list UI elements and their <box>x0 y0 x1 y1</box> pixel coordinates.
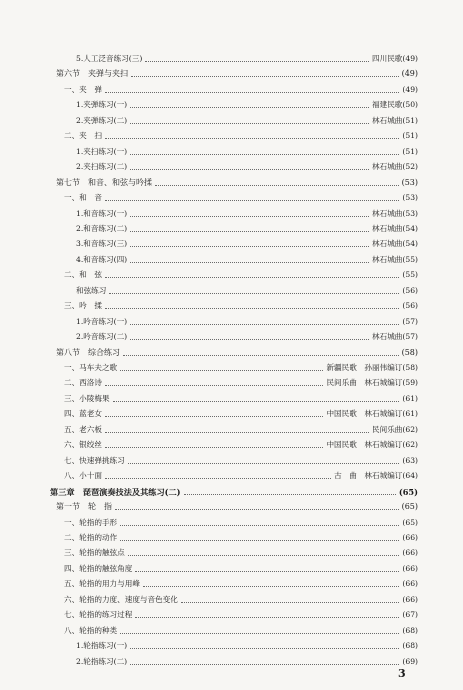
dot-leader <box>105 477 331 479</box>
dot-leader <box>120 632 399 634</box>
toc-entry-title: 2.轮指练习(二) <box>76 657 128 666</box>
toc-entry-note: 林石城曲 <box>372 332 403 341</box>
toc-entry-title: 七、轮指的练习过程 <box>64 610 133 619</box>
toc-entry[interactable] <box>64 577 418 591</box>
toc-entry-page: (65) <box>398 487 418 497</box>
toc-entry[interactable] <box>76 315 418 329</box>
toc-entry[interactable] <box>76 655 418 669</box>
toc-entry-title: 七、快速弹挑练习 <box>64 456 125 465</box>
toc-entry[interactable] <box>76 330 418 344</box>
toc-entry-title: 四、轮指的触弦角度 <box>64 564 133 573</box>
toc-entry[interactable] <box>76 207 418 221</box>
dot-leader <box>105 199 399 201</box>
toc-entry[interactable] <box>76 284 418 298</box>
toc-entry-page: (54) <box>402 239 418 248</box>
dot-leader <box>105 415 324 417</box>
toc-entry-title: 五、老六板 <box>64 425 102 434</box>
toc-entry-title: 四、蓝老女 <box>64 409 102 418</box>
toc-entry-title: 第八节 综合练习 <box>56 348 120 357</box>
toc-entry-title: 二、西洛诗 <box>64 378 102 387</box>
toc-entry-title: 三、轮指的触弦点 <box>64 548 125 557</box>
toc-entry[interactable] <box>64 423 418 437</box>
dot-leader <box>105 384 324 386</box>
page-number: 3 <box>398 667 406 680</box>
toc-entry[interactable] <box>64 438 418 452</box>
toc-entry[interactable] <box>64 608 418 622</box>
toc-entry[interactable] <box>76 145 418 159</box>
toc-entry-title: 六、银绞丝 <box>64 440 102 449</box>
toc-entry-page: (57) <box>402 332 418 341</box>
toc-entry[interactable] <box>64 546 418 560</box>
toc-entry-title: 二、和 弦 <box>64 270 102 279</box>
toc-entry-title: 六、轮指的力度、速度与音色变化 <box>64 595 178 604</box>
toc-entry-title: 一、夹 弹 <box>64 85 102 94</box>
toc-entry-page: (56) <box>402 286 418 295</box>
toc-entry-page: (50) <box>402 100 418 109</box>
toc-entry-note: 四川民歌 <box>372 54 403 63</box>
toc-entry-note: 民间乐曲 <box>372 425 403 434</box>
toc-entry-page: (63) <box>402 456 418 465</box>
toc-entry-title: 三、小陵梅果 <box>64 394 110 403</box>
toc-entry-title: 2.夹扫练习(二) <box>76 162 128 171</box>
toc-entry[interactable] <box>76 237 418 251</box>
toc-entry-page: (66) <box>402 533 418 542</box>
toc-entry[interactable] <box>64 407 418 421</box>
dot-leader <box>128 462 400 464</box>
toc-entry-page: (62) <box>402 440 418 449</box>
dot-leader <box>181 601 400 603</box>
dot-leader <box>184 493 396 495</box>
dot-leader <box>109 292 399 294</box>
dot-leader <box>105 91 399 93</box>
dot-leader <box>130 122 369 124</box>
toc-entry-title: 1.吟音练习(一) <box>76 317 128 326</box>
toc-entry-page: (55) <box>402 270 418 279</box>
toc-entry[interactable] <box>76 253 418 267</box>
dot-leader <box>135 616 399 618</box>
dot-leader <box>130 245 369 247</box>
toc-entry-title: 1.夹扫练习(一) <box>76 147 128 156</box>
toc-entry-title: 一、马车夫之歌 <box>64 363 118 372</box>
dot-leader <box>135 570 399 572</box>
toc-entry-note: 林石城曲 <box>372 224 403 233</box>
dot-leader <box>105 276 399 278</box>
dot-leader <box>145 60 369 62</box>
toc-entry-title: 第七节 和音、和弦与吟揉 <box>56 178 152 187</box>
toc-entry-title: 2.和音练习(二) <box>76 224 128 233</box>
toc-entry[interactable] <box>56 346 418 360</box>
toc-entry[interactable] <box>56 176 418 190</box>
toc-entry-page: (49) <box>402 85 418 94</box>
toc-entry[interactable] <box>64 469 418 483</box>
toc-entry-page: (55) <box>402 255 418 264</box>
toc-entry-page: (57) <box>402 317 418 326</box>
toc-entry-page: (61) <box>402 394 418 403</box>
toc-entry[interactable] <box>76 52 418 66</box>
toc-entry-page: (61) <box>402 409 418 418</box>
toc-entry[interactable] <box>76 98 418 112</box>
toc-entry-title: 1.轮指练习(一) <box>76 641 128 650</box>
toc-entry[interactable] <box>64 516 418 530</box>
dot-leader <box>113 400 400 402</box>
toc-entry-page: (49) <box>402 54 418 63</box>
dot-leader <box>130 663 399 665</box>
toc-entry-title: 5.人工泛音练习(三) <box>76 54 143 63</box>
dot-leader <box>155 184 399 186</box>
dot-leader <box>130 261 369 263</box>
toc-entry[interactable] <box>64 299 418 313</box>
dot-leader <box>128 554 400 556</box>
toc-entry-note: 林石城曲 <box>372 162 403 171</box>
toc-entry-page: (49) <box>401 69 418 78</box>
toc-entry-note: 林石城曲 <box>372 116 403 125</box>
toc-entry-page: (53) <box>401 178 418 187</box>
toc-entry-title: 2.吟音练习(二) <box>76 332 128 341</box>
toc-entry-title: 2.夹弹练习(二) <box>76 116 128 125</box>
toc-entry[interactable] <box>76 160 418 174</box>
toc-entry-page: (53) <box>402 209 418 218</box>
toc-entry-page: (58) <box>401 348 418 357</box>
dot-leader <box>105 137 399 139</box>
dot-leader <box>131 75 399 77</box>
toc-entry-page: (66) <box>402 595 418 604</box>
toc-entry-title: 第一节 轮 指 <box>56 502 112 511</box>
toc-entry-page: (68) <box>402 626 418 635</box>
toc-entry[interactable] <box>64 392 418 406</box>
toc-entry[interactable] <box>64 361 418 375</box>
toc-entry[interactable] <box>76 222 418 236</box>
dot-leader <box>123 354 399 356</box>
toc-entry-page: (56) <box>402 301 418 310</box>
toc-entry[interactable] <box>64 376 418 390</box>
toc-entry[interactable] <box>64 268 418 282</box>
toc-entry-note: 福建民歌 <box>372 100 403 109</box>
toc-entry[interactable] <box>76 639 418 653</box>
toc-entry-page: (58) <box>402 363 418 372</box>
toc-entry-page: (51) <box>402 116 418 125</box>
dot-leader <box>130 215 369 217</box>
toc-entry-title: 八、小十面 <box>64 471 102 480</box>
dot-leader <box>115 508 399 510</box>
dot-leader <box>130 153 399 155</box>
toc-entry-note: 林石城曲 <box>372 239 403 248</box>
toc-entry[interactable] <box>64 593 418 607</box>
dot-leader <box>130 230 369 232</box>
toc-entry-page: (54) <box>402 224 418 233</box>
toc-entry-title: 和弦练习 <box>76 286 107 295</box>
toc-entry-page: (69) <box>402 657 418 666</box>
toc-entry-title: 1.和音练习(一) <box>76 209 128 218</box>
dot-leader <box>130 647 399 649</box>
toc-entry-page: (68) <box>402 641 418 650</box>
toc-entry-note: 林石城曲 <box>372 209 403 218</box>
dot-leader <box>130 168 369 170</box>
dot-leader <box>120 524 399 526</box>
toc-entry-page: (66) <box>402 564 418 573</box>
toc-entry-page: (51) <box>402 131 418 140</box>
toc-entry[interactable] <box>64 624 418 638</box>
toc-entry[interactable] <box>64 191 418 205</box>
toc-entry-note: 中国民歌 林石城编订 <box>326 409 403 418</box>
toc-entry-page: (66) <box>402 548 418 557</box>
toc-entry-title: 一、和 音 <box>64 193 102 202</box>
toc-entry-page: (53) <box>402 193 418 202</box>
toc-entry[interactable] <box>56 500 418 514</box>
toc-entry-page: (62) <box>402 425 418 434</box>
toc-entry-title: 一、轮指的手形 <box>64 518 118 527</box>
toc-entry-title: 八、轮指的种类 <box>64 626 118 635</box>
toc-entry-note: 林石城曲 <box>372 255 403 264</box>
toc-entry-page: (67) <box>402 610 418 619</box>
toc-entry-note: 中国民歌 林石城编订 <box>326 440 403 449</box>
dot-leader <box>130 106 369 108</box>
toc-entry-title: 4.和音练习(四) <box>76 255 128 264</box>
toc-entry-title: 二、轮指的动作 <box>64 533 118 542</box>
toc-entry-note: 民间乐曲 林石城编订 <box>326 378 403 387</box>
toc-entry[interactable] <box>56 67 418 81</box>
toc-entry[interactable] <box>64 83 418 97</box>
toc-entry[interactable] <box>76 114 418 128</box>
dot-leader <box>130 323 399 325</box>
toc-entry-page: (52) <box>402 162 418 171</box>
dot-leader <box>120 369 323 371</box>
toc-entry-title: 五、轮指的用力与用峰 <box>64 579 140 588</box>
toc-entry[interactable] <box>50 485 418 499</box>
toc-entry-note: 新疆民歌 孙丽伟编订 <box>326 363 403 372</box>
toc-entry[interactable] <box>64 562 418 576</box>
toc-entry-title: 1.夹弹练习(一) <box>76 100 128 109</box>
toc-entry-page: (66) <box>402 579 418 588</box>
toc-entry-page: (59) <box>402 378 418 387</box>
dot-leader <box>105 446 324 448</box>
toc-entry-page: (65) <box>401 502 418 511</box>
dot-leader <box>105 431 369 433</box>
toc-entry[interactable] <box>64 531 418 545</box>
toc-entry-title: 3.和音练习(三) <box>76 239 128 248</box>
toc-entry-title: 第三章 琵琶演奏技法及其练习(二) <box>50 487 181 497</box>
toc-entry-page: (64) <box>402 471 418 480</box>
toc-entry-note: 古 曲 林石城编订 <box>334 471 403 480</box>
toc-entry[interactable] <box>64 129 418 143</box>
toc-entry-title: 三、吟 揉 <box>64 301 102 310</box>
toc-entry-page: (65) <box>402 518 418 527</box>
toc-entry-page: (51) <box>402 147 418 156</box>
dot-leader <box>120 539 399 541</box>
dot-leader <box>105 307 399 309</box>
toc-entry-title: 第六节 夹弹与夹扫 <box>56 69 128 78</box>
toc-entry[interactable] <box>64 454 418 468</box>
dot-leader <box>130 338 369 340</box>
dot-leader <box>143 585 399 587</box>
toc-entry-title: 二、夹 扫 <box>64 131 102 140</box>
